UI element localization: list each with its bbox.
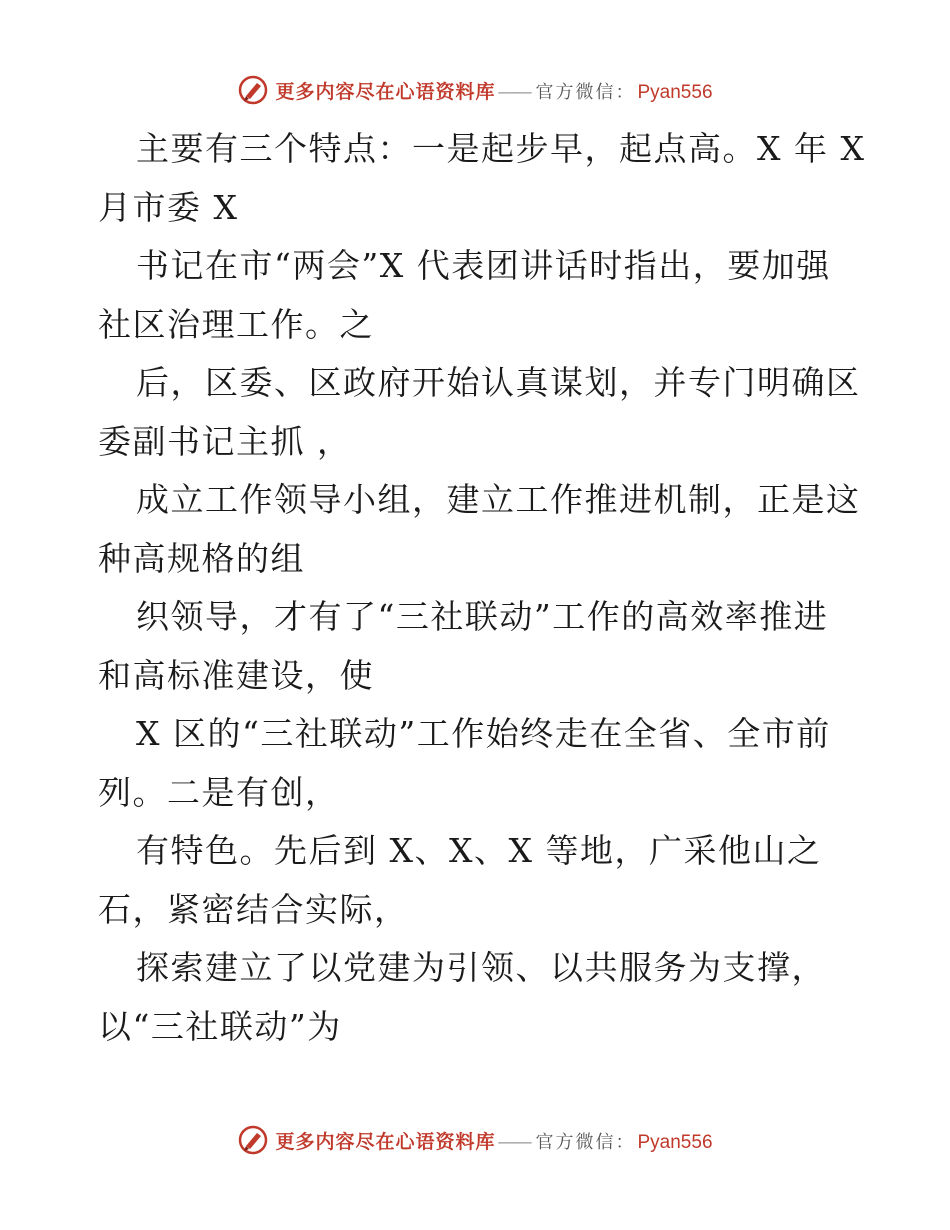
pen-logo-icon: [237, 74, 269, 106]
banner-text: [275, 1127, 712, 1154]
banner-wechat-label: 官方微信：: [535, 1131, 636, 1153]
text-line: 石，紧密结合实际，: [98, 889, 409, 929]
text-line: 后，区委、区政府开始认真谋划，并专门明确区: [136, 363, 861, 402]
text-line: 成立工作领导小组，建立工作推进机制，正是这: [136, 480, 861, 519]
text-line: 书记在市“两会”X 代表团讲话时指出，要加强: [136, 246, 831, 285]
banner-main-text: 更多内容尽在心语资料库: [275, 80, 496, 103]
document-body: [98, 120, 866, 1056]
pen-logo-icon: [237, 1124, 269, 1156]
text-line: 社区治理工作。之: [98, 304, 374, 344]
banner-wechat-id: Pyan556: [637, 81, 713, 103]
text-line: 列。二是有创，: [98, 772, 340, 812]
text-line: 探索建立了以党建为引领、以共服务为支撑，: [136, 948, 826, 987]
header-watermark-banner: [0, 70, 950, 110]
text-line: 织领导，才有了“三社联动”工作的高效率推进: [136, 597, 829, 636]
text-line: 委副书记主抓 ，: [98, 421, 352, 461]
banner-text: [275, 77, 712, 104]
banner-wechat-label: 官方微信：: [535, 81, 636, 103]
text-line: 种高规格的组: [98, 538, 305, 578]
text-line: X 区的“三社联动”工作始终走在全省、全市前: [136, 714, 831, 753]
banner-dash: ——: [497, 80, 530, 103]
text-line: 有特色。先后到 X、X、X 等地，广采他山之: [136, 831, 822, 870]
footer-watermark-banner: [0, 1120, 950, 1160]
banner-main-text: 更多内容尽在心语资料库: [275, 1130, 496, 1153]
text-line: 月市委 X: [98, 187, 239, 227]
text-line: 主要有三个特点：一是起步早，起点高。X 年 X: [136, 129, 866, 168]
banner-dash: ——: [497, 1130, 530, 1153]
text-line: 和高标准建设，使: [98, 655, 374, 695]
text-line: 以“三社联动”为: [98, 1006, 342, 1046]
banner-wechat-id: Pyan556: [637, 1131, 713, 1153]
